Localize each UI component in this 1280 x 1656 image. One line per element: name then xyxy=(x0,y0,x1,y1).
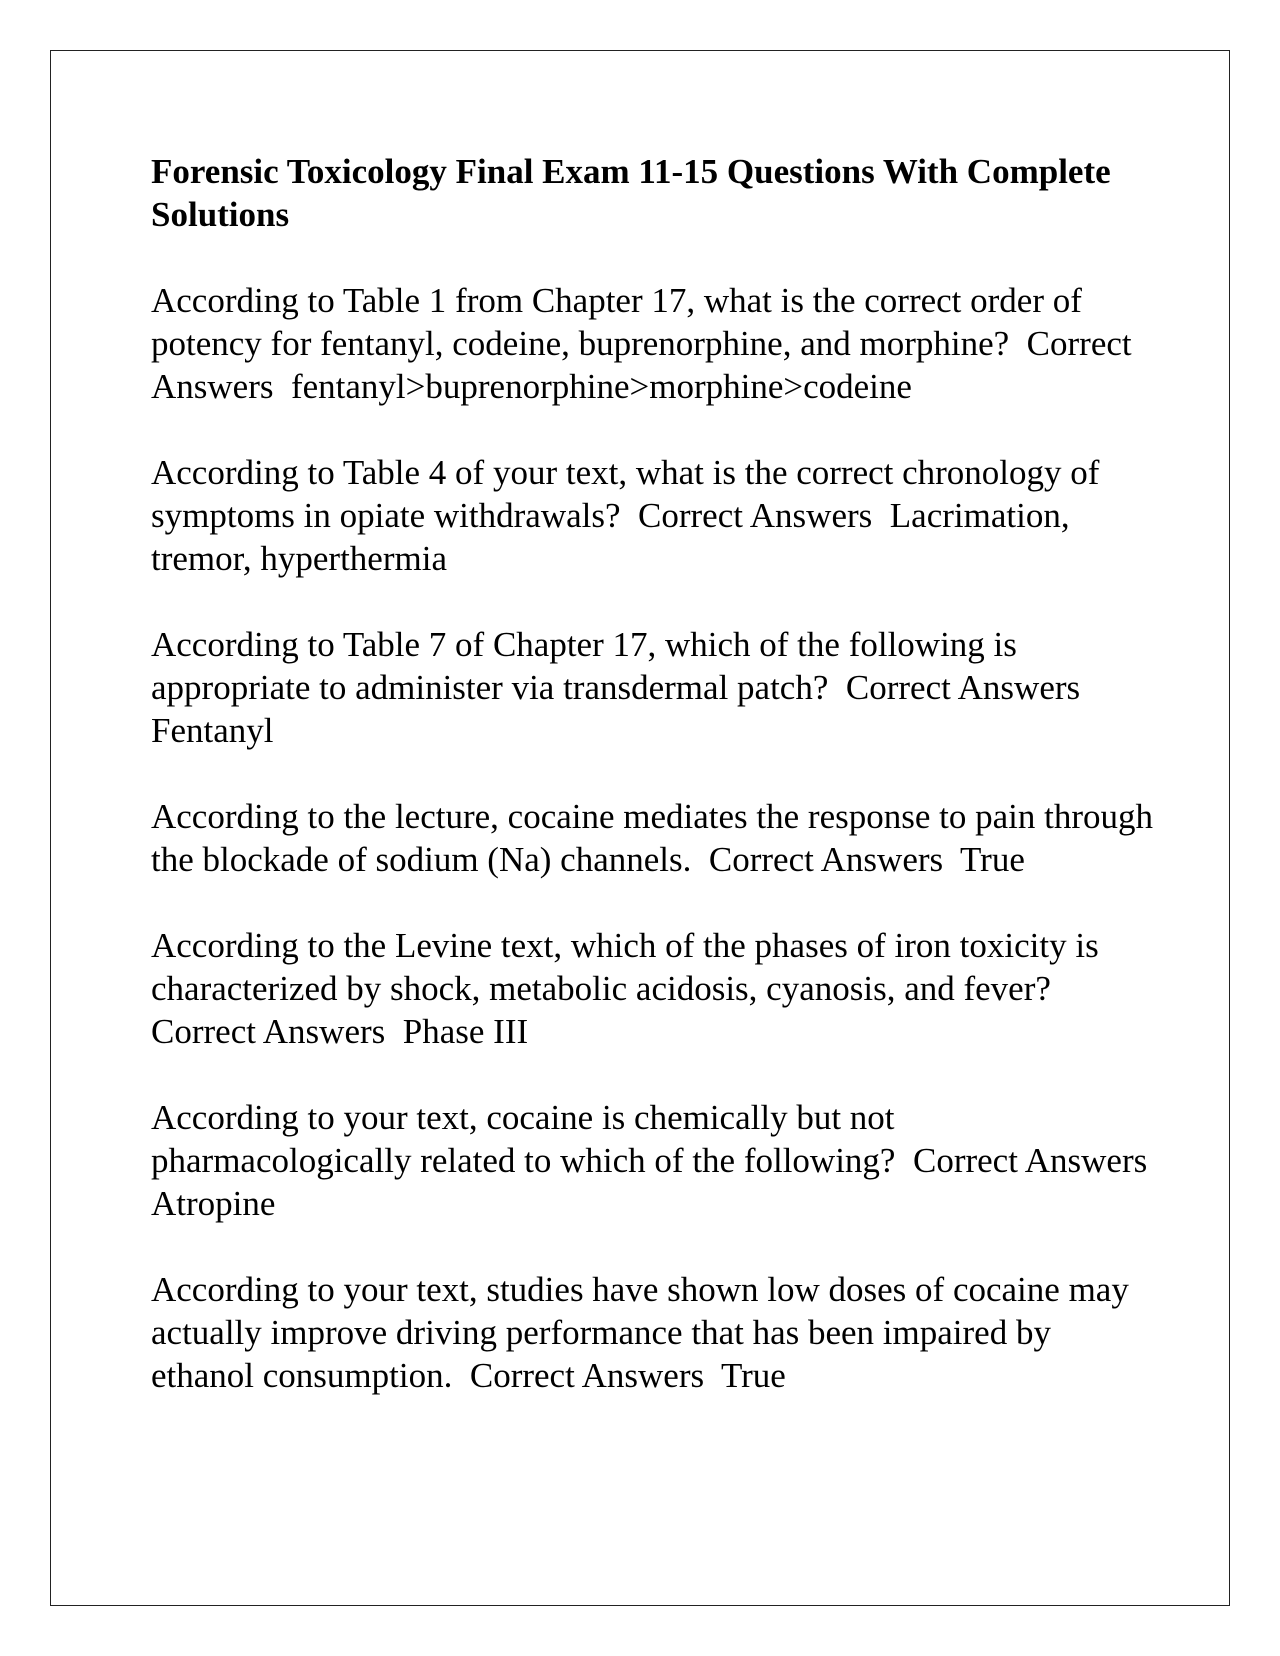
answer-text: Atropine xyxy=(151,1184,276,1223)
question-text: According to Table 1 from Chapter 17, what is the correct order of potency for fentanyl, codeine, buprenorphine, and morphine? xyxy=(151,281,1091,363)
answer-text: True xyxy=(960,840,1025,879)
qa-item xyxy=(151,623,1161,752)
answer-label: Correct Answers xyxy=(845,668,1081,707)
answer-label: Correct Answers xyxy=(151,324,1139,406)
qa-item xyxy=(151,451,1161,580)
document-title: Forensic Toxicology Final Exam 11-15 Questions With Complete Solutions xyxy=(151,152,1111,234)
qa-item xyxy=(151,1268,1161,1397)
qa-item xyxy=(151,924,1161,1053)
question-text: According to the lecture, cocaine mediates the response to pain through the blockade of sodium (Na) channels. xyxy=(151,797,1162,879)
answer-text: fentanyl>buprenorphine>morphine>codeine xyxy=(290,367,912,406)
answer-label: Correct Answers xyxy=(151,1012,386,1051)
question-text: According to Table 7 of Chapter 17, which of the following is appropriate to administer via transdermal patch? xyxy=(151,625,1026,707)
document-body xyxy=(151,150,1161,1440)
question-text: According to Table 4 of your text, what is the correct chronology of symptoms in opiate withdrawals? xyxy=(151,453,1109,535)
qa-item xyxy=(151,1096,1161,1225)
question-text: According to your text, studies have shown low doses of cocaine may actually improve driving performance that has been impaired by ethanol consumption. xyxy=(151,1270,1138,1395)
answer-label: Correct Answers xyxy=(708,840,944,879)
answer-text: Fentanyl xyxy=(151,711,274,750)
answer-text: Phase III xyxy=(402,1012,529,1051)
answer-text: True xyxy=(721,1356,786,1395)
qa-item xyxy=(151,279,1161,408)
question-text: According to your text, cocaine is chemically but not pharmacologically related to which of the following? xyxy=(151,1098,904,1180)
answer-label: Correct Answers xyxy=(912,1141,1148,1180)
question-text: According to the Levine text, which of the phases of iron toxicity is characterized by shock, metabolic acidosis, cyanosis, and fever? xyxy=(151,926,1108,1008)
answer-label: Correct Answers xyxy=(638,496,873,535)
answer-text: Lacrimation, tremor, hyperthermia xyxy=(151,496,1079,578)
answer-label: Correct Answers xyxy=(469,1356,705,1395)
qa-item xyxy=(151,795,1161,881)
